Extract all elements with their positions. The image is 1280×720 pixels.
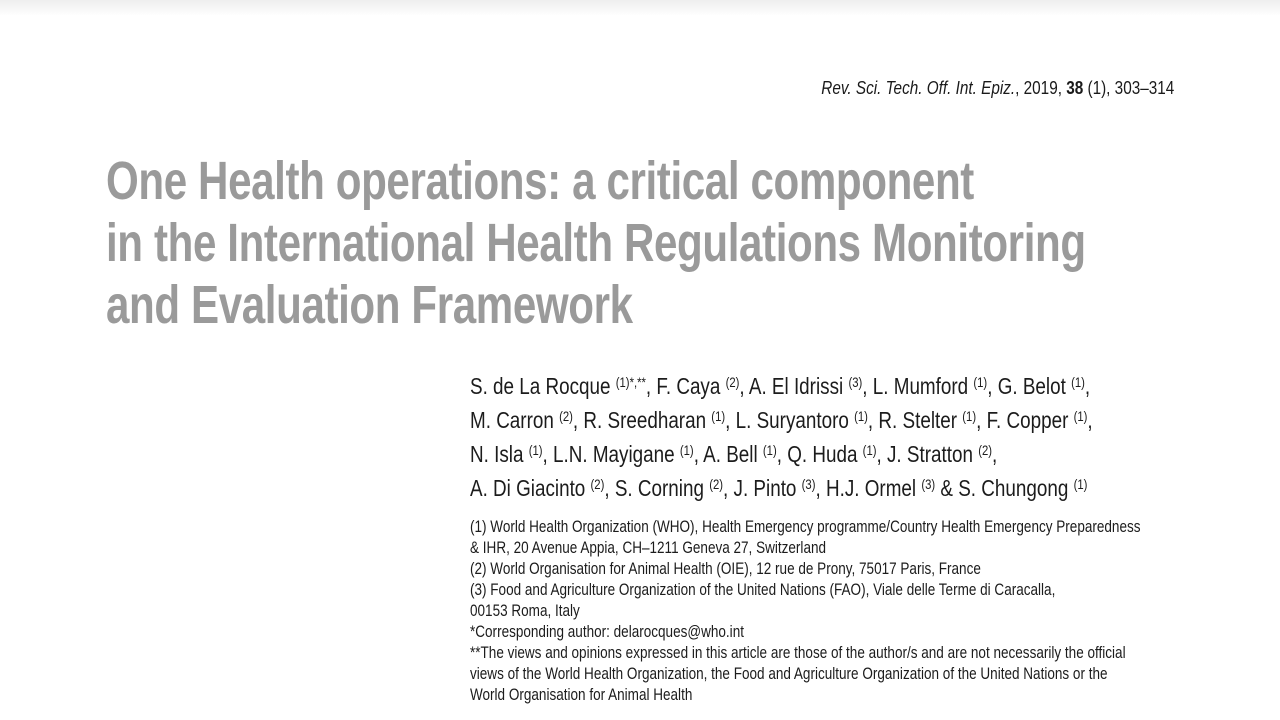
affiliation-line: views of the World Health Organization, the Food and Agriculture Organization of the United Nations or the — [470, 665, 1108, 683]
author-text: , J. Stratton — [876, 441, 979, 467]
author-list — [470, 371, 1229, 507]
affiliation-superscript: (2) — [590, 477, 605, 493]
affiliation-superscript: (2) — [725, 375, 740, 391]
affiliation-line: & IHR, 20 Avenue Appia, CH–1211 Geneva 27, Switzerland — [470, 539, 827, 557]
affiliation-superscript: (3) — [921, 477, 936, 493]
page-top-shadow — [0, 0, 1280, 16]
affiliations-and-footnotes — [470, 517, 1280, 706]
affiliation-superscript: (1) — [1073, 409, 1088, 425]
author-text: M. Carron — [470, 407, 560, 433]
author-line — [470, 405, 1093, 439]
author-text: , G. Belot — [987, 373, 1072, 399]
affiliation-superscript: (1) — [528, 443, 543, 459]
citation-issue-pages: (1), 303–314 — [1082, 78, 1174, 98]
affiliation-line: 00153 Roma, Italy — [470, 602, 580, 620]
affiliation-superscript: (1) — [711, 409, 726, 425]
affiliation-line: (2) World Organisation for Animal Health (OIE), 12 rue de Prony, 75017 Paris, France — [470, 560, 981, 578]
author-text: , F. Caya — [645, 373, 726, 399]
affiliation-superscript: (1) — [679, 443, 694, 459]
article-title-line: in the International Health Regulations Monitoring — [106, 213, 1086, 273]
citation-year: , 2019, — [1014, 78, 1066, 98]
author-text: A. Di Giacinto — [470, 475, 591, 501]
affiliation-line: **The views and opinions expressed in this article are those of the author/s and are not necessarily the official — [470, 644, 1126, 662]
affiliation-superscript: (2) — [559, 409, 573, 425]
affiliation-line: (3) Food and Agriculture Organization of the United Nations (FAO), Viale delle Terme di Caracalla, — [470, 581, 1056, 599]
author-text: , L. Suryantoro — [725, 407, 855, 433]
affiliation-superscript: (1) — [1073, 477, 1088, 493]
author-text: , — [992, 441, 998, 467]
author-line — [470, 439, 1093, 473]
article-title-line: and Evaluation Framework — [106, 275, 633, 335]
author-text: , A. El Idrissi — [739, 373, 849, 399]
author-text: , H.J. Ormel — [815, 475, 922, 501]
affiliation-superscript: (3) — [848, 375, 863, 391]
author-text: N. Isla — [470, 441, 529, 467]
journal-citation — [821, 78, 1174, 99]
affiliation-superscript: (2) — [709, 477, 724, 493]
author-text: , — [1084, 373, 1091, 399]
author-line — [470, 371, 1093, 405]
author-text: , A. Bell — [693, 441, 763, 467]
citation-volume: 38 — [1065, 78, 1083, 98]
author-text: , F. Copper — [976, 407, 1074, 433]
author-text: , R. Stelter — [867, 407, 963, 433]
affiliation-superscript: (3) — [801, 477, 816, 493]
affiliation-superscript: (1) — [973, 375, 988, 391]
affiliation-superscript: (1) — [1071, 375, 1085, 391]
author-text: , L. Mumford — [862, 373, 974, 399]
affiliation-superscript: (1)*,** — [615, 375, 646, 391]
author-line — [470, 473, 1093, 507]
affiliation-superscript: (1) — [854, 409, 868, 425]
affiliation-superscript: (1) — [762, 443, 777, 459]
article-title — [106, 150, 1280, 336]
author-text: , — [1087, 407, 1093, 433]
affiliation-superscript: (1) — [962, 409, 977, 425]
author-text: , S. Corning — [604, 475, 710, 501]
author-text: S. de La Rocque — [470, 373, 616, 399]
affiliation-line: (1) World Health Organization (WHO), Health Emergency programme/Country Health Emergency Preparedness — [470, 518, 1141, 536]
affiliation-superscript: (2) — [978, 443, 993, 459]
author-text: , L.N. Mayigane — [542, 441, 680, 467]
affiliation-line: World Organisation for Animal Health — [470, 686, 693, 704]
author-text: & S. Chungong — [935, 475, 1074, 501]
affiliation-line: *Corresponding author: delarocques@who.int — [470, 623, 744, 641]
author-text: , R. Sreedharan — [572, 407, 712, 433]
journal-name: Rev. Sci. Tech. Off. Int. Epiz. — [821, 78, 1015, 98]
author-text: , J. Pinto — [723, 475, 802, 501]
author-text: , Q. Huda — [776, 441, 863, 467]
affiliation-superscript: (1) — [862, 443, 877, 459]
article-title-line: One Health operations: a critical component — [106, 151, 974, 211]
